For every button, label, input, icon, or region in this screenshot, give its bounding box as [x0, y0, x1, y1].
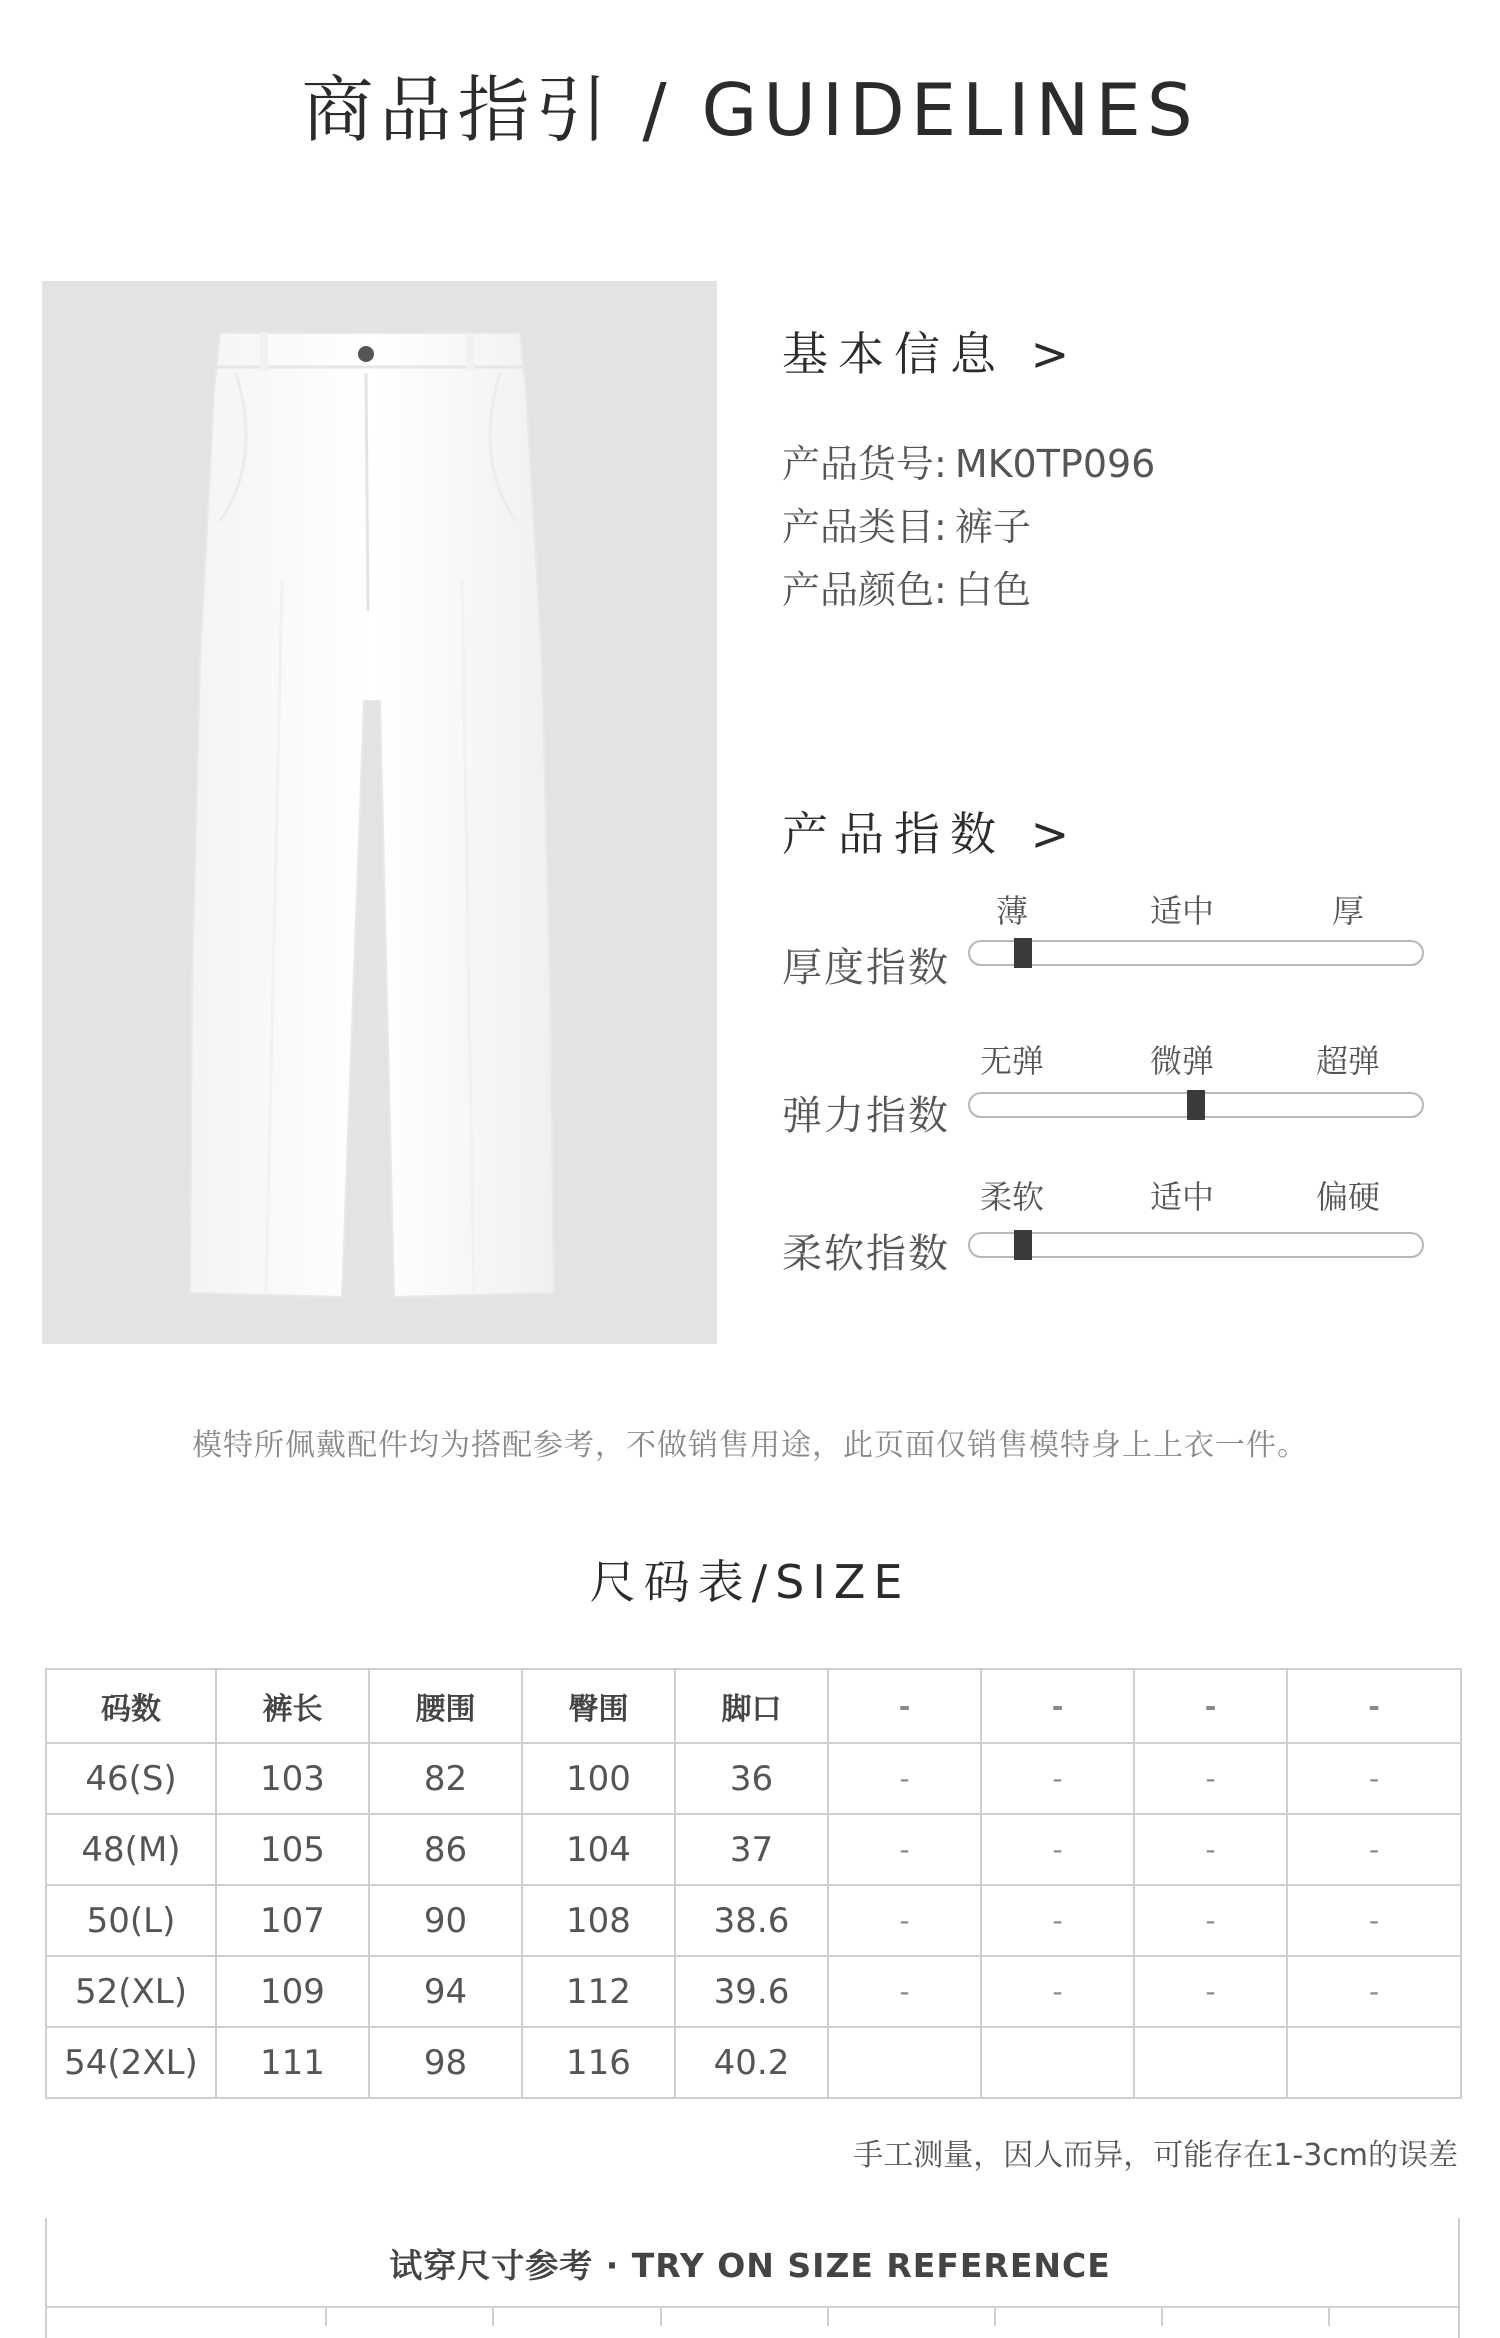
basic-info-heading: 基本信息 > [782, 327, 1080, 381]
try-on-column-divider [827, 2306, 829, 2326]
table-cell: - [1287, 1956, 1461, 2027]
table-cell: 105 [216, 1814, 369, 1885]
table-cell: - [981, 1885, 1134, 1956]
product-index-heading: 产品指数 > [782, 807, 1080, 861]
table-cell: 111 [216, 2027, 369, 2098]
table-cell: - [981, 1743, 1134, 1814]
disclaimer-text: 模特所佩戴配件均为搭配参考，不做销售用途，此页面仅销售模特身上上衣一件。 [192, 1428, 1308, 1463]
table-header-cell: 码数 [46, 1669, 216, 1743]
table-cell: - [828, 1743, 981, 1814]
size-table [45, 1668, 1462, 2099]
table-row [46, 1814, 1461, 1885]
table-cell: 116 [522, 2027, 675, 2098]
thickness-index-marker [1014, 938, 1032, 968]
try-on-column-divider [325, 2306, 327, 2326]
table-cell: 37 [675, 1814, 828, 1885]
table-cell: - [1287, 1743, 1461, 1814]
table-cell: - [1134, 1956, 1287, 2027]
info-value: 白色 [954, 568, 1031, 612]
info-row-sku [782, 433, 1155, 488]
table-cell: 112 [522, 1956, 675, 2027]
table-cell: - [1287, 1885, 1461, 1956]
table-cell: 86 [369, 1814, 522, 1885]
scale-label-mid: 适中 [1149, 1178, 1214, 1216]
page-title: 商品指引 / GUIDELINES [301, 68, 1199, 152]
table-cell: 48(M) [46, 1814, 216, 1885]
scale-label-high: 偏硬 [1315, 1178, 1380, 1216]
table-row [46, 1885, 1461, 1956]
scale-label-high: 超弹 [1315, 1042, 1380, 1080]
table-cell: 90 [369, 1885, 522, 1956]
table-row [46, 2027, 1461, 2098]
table-cell: - [828, 1814, 981, 1885]
table-cell: 38.6 [675, 1885, 828, 1956]
info-row-color [782, 559, 1031, 614]
table-cell: - [1287, 1814, 1461, 1885]
info-row-category [782, 496, 1031, 551]
table-cell: 82 [369, 1743, 522, 1814]
info-value: MK0TP096 [954, 442, 1156, 486]
info-label: 产品货号: [782, 442, 947, 486]
scale-label-low: 柔软 [979, 1178, 1044, 1216]
table-header-cell: - [828, 1669, 981, 1743]
table-cell: 100 [522, 1743, 675, 1814]
measurement-footnote: 手工测量，因人而异，可能存在1-3cm的误差 [853, 2138, 1458, 2173]
try-on-column-divider [994, 2306, 996, 2326]
table-cell: 94 [369, 1956, 522, 2027]
table-header-cell: - [981, 1669, 1134, 1743]
table-cell: 52(XL) [46, 1956, 216, 2027]
table-cell: 98 [369, 2027, 522, 2098]
table-cell: 109 [216, 1956, 369, 2027]
try-on-column-divider [492, 2306, 494, 2326]
try-on-column-divider [1328, 2306, 1330, 2326]
product-photo [42, 281, 717, 1344]
table-cell [1287, 2027, 1461, 2098]
table-cell: 104 [522, 1814, 675, 1885]
table-cell: 40.2 [675, 2027, 828, 2098]
table-cell: - [1134, 1814, 1287, 1885]
scale-label-high: 厚 [1331, 892, 1364, 930]
thickness-index-track [968, 940, 1424, 966]
table-header-cell: 脚口 [675, 1669, 828, 1743]
info-label: 产品类目: [782, 505, 947, 549]
table-cell: 54(2XL) [46, 2027, 216, 2098]
white-pants-image [42, 281, 717, 1344]
table-cell: 39.6 [675, 1956, 828, 2027]
scale-label-mid: 适中 [1149, 892, 1214, 930]
try-on-title: 试穿尺寸参考 · TRY ON SIZE REFERENCE [389, 2246, 1111, 2285]
softness-index-marker [1014, 1230, 1032, 1260]
try-on-column-divider [660, 2306, 662, 2326]
table-header-cell: - [1134, 1669, 1287, 1743]
thickness-index-label: 厚度指数 [782, 945, 950, 991]
elasticity-index-marker [1187, 1090, 1205, 1120]
table-header-cell: 臀围 [522, 1669, 675, 1743]
table-header-cell: 裤长 [216, 1669, 369, 1743]
table-cell: - [981, 1814, 1134, 1885]
info-value: 裤子 [954, 505, 1031, 549]
try-on-table-border [45, 2306, 1460, 2308]
table-cell: - [1134, 1885, 1287, 1956]
table-cell: - [1134, 1743, 1287, 1814]
table-header-cell: 腰围 [369, 1669, 522, 1743]
scale-label-low: 薄 [995, 892, 1028, 930]
scale-label-mid: 微弹 [1149, 1042, 1214, 1080]
softness-index-track [968, 1232, 1424, 1258]
elasticity-index-label: 弹力指数 [782, 1093, 950, 1139]
table-row [46, 1956, 1461, 2027]
table-row [46, 1743, 1461, 1814]
table-cell [1134, 2027, 1287, 2098]
table-cell: 107 [216, 1885, 369, 1956]
softness-index-label: 柔软指数 [782, 1231, 950, 1277]
table-cell: - [828, 1956, 981, 2027]
table-cell: - [828, 1885, 981, 1956]
try-on-column-divider [1161, 2306, 1163, 2326]
table-cell: 50(L) [46, 1885, 216, 1956]
table-cell [828, 2027, 981, 2098]
size-chart-title: 尺码表/SIZE [589, 1555, 911, 1609]
info-label: 产品颜色: [782, 568, 947, 612]
table-cell [981, 2027, 1134, 2098]
table-cell: 36 [675, 1743, 828, 1814]
table-cell: 103 [216, 1743, 369, 1814]
table-cell: 108 [522, 1885, 675, 1956]
table-header-cell: - [1287, 1669, 1461, 1743]
table-header-row [46, 1669, 1461, 1743]
scale-label-low: 无弹 [979, 1042, 1044, 1080]
table-cell: 46(S) [46, 1743, 216, 1814]
table-cell: - [981, 1956, 1134, 2027]
